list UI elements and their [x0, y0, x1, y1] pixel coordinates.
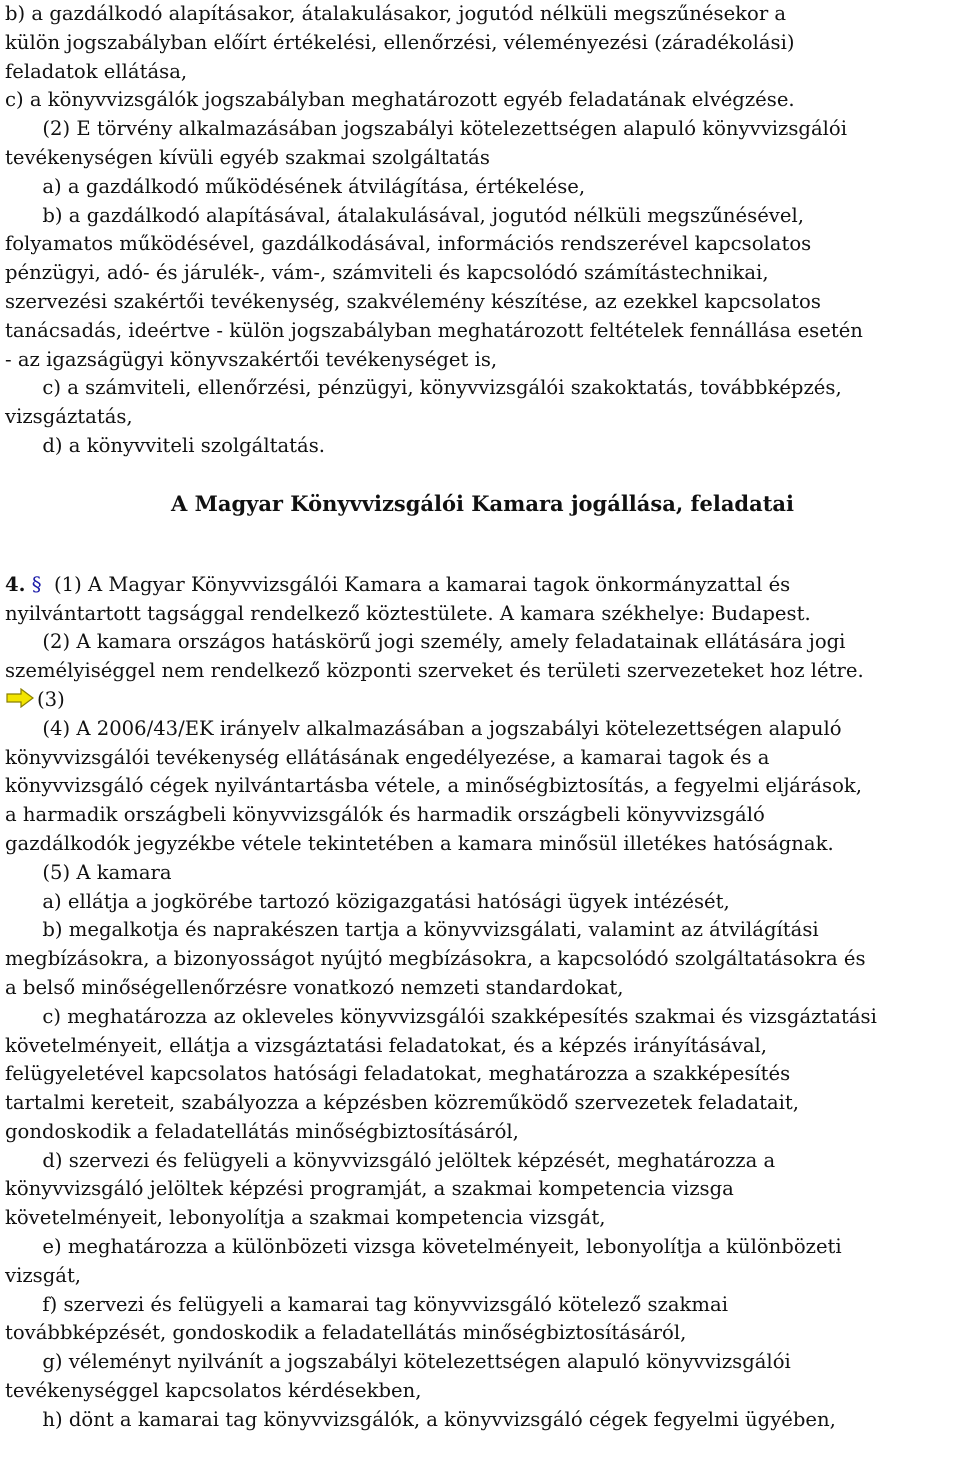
text-line: - az igazságügyi könyvszakértői tevékenységet is, [5, 347, 498, 371]
text-line: a) ellátja a jogkörébe tartozó közigazgatási hatósági ügyek intézését, [5, 889, 730, 913]
text-line: külön jogszabályban előírt értékelési, ellenőrzési, véleményezési (záradékolási) [5, 30, 795, 54]
text-line: vizsgát, [5, 1263, 82, 1287]
section-first-line-text: (1) A Magyar Könyvvizsgálói Kamara a kamarai tagok önkormányzattal és [41, 572, 791, 596]
text-line: b) megalkotja és naprakészen tartja a könyvvizsgálati, valamint az átvilágítási [5, 918, 819, 942]
text-line: könyvvizsgáló jelöltek képzési programját, a szakmai kompetencia vizsga [5, 1177, 734, 1201]
text-line: szervezési szakértői tevékenység, szakvélemény készítése, az ezekkel kapcsolatos [5, 289, 821, 313]
text-line: d) szervezi és felügyeli a könyvvizsgáló jelöltek képzését, meghatározza a [5, 1148, 776, 1172]
amended-paragraph-line [5, 686, 960, 715]
paragraph-block-mid [5, 600, 960, 686]
text-line: (4) A 2006/43/EK irányelv alkalmazásában a jogszabályi kötelezettségen alapuló [5, 716, 842, 740]
text-line: a) a gazdálkodó működésének átvilágítása, értékelése, [5, 174, 586, 198]
right-arrow-icon[interactable] [5, 688, 35, 708]
text-line: a harmadik országbeli könyvvizsgálók és harmadik országbeli könyvvizsgáló [5, 803, 765, 827]
text-line: követelményeit, lebonyolítja a szakmai kompetencia vizsgát, [5, 1206, 606, 1230]
text-line: (5) A kamara [5, 860, 172, 884]
text-line: a belső minőségellenőrzésre vonatkozó nemzeti standardokat, [5, 975, 624, 999]
text-line: c) a könyvvizsgálók jogszabályban meghatározott egyéb feladatának elvégzése. [5, 88, 795, 112]
text-line: f) szervezi és felügyeli a kamarai tag könyvvizsgáló kötelező szakmai [5, 1292, 728, 1316]
text-line: d) a könyvviteli szolgáltatás. [5, 433, 326, 457]
amended-paragraph-number: (3) [37, 687, 65, 711]
text-line: felügyeletével kapcsolatos hatósági feladatokat, meghatározza a szakképesítés [5, 1062, 791, 1086]
text-line: h) dönt a kamarai tag könyvvizsgálók, a könyvvizsgáló cégek fegyelmi ügyében, [5, 1407, 836, 1431]
paragraph-block-bottom [5, 715, 960, 1435]
spacer [5, 519, 960, 571]
text-line: c) a számviteli, ellenőrzési, pénzügyi, könyvvizsgálói szakoktatás, továbbképzés, [5, 376, 842, 400]
text-line: könyvvizsgálói tevékenység ellátásának engedélyezése, a kamarai tagok és a [5, 745, 770, 769]
text-line: tevékenységen kívüli egyéb szakmai szolgáltatás [5, 145, 490, 169]
text-line: tartalmi kereteit, szabályozza a képzésben közreműködő szervezetek feladatait, [5, 1091, 799, 1115]
text-line: nyilvántartott tagsággal rendelkező köztestülete. A kamara székhelye: Budapest. [5, 601, 811, 625]
text-line: pénzügyi, adó- és járulék-, vám-, számviteli és kapcsolódó számítástechnikai, [5, 261, 769, 285]
paragraph-symbol-link[interactable]: § [31, 572, 42, 596]
text-line: folyamatos működésével, gazdálkodásával, információs rendszerével kapcsolatos [5, 232, 812, 256]
text-line: b) a gazdálkodó alapításakor, átalakulásakor, jogutód nélküli megszűnésekor a [5, 2, 787, 25]
text-line: feladatok ellátása, [5, 59, 188, 83]
text-line: c) meghatározza az okleveles könyvvizsgálói szakképesítés szakmai és vizsgáztatási [5, 1004, 877, 1028]
text-line: (2) A kamara országos hatáskörű jogi személy, amely feladatainak ellátására jogi [5, 630, 846, 654]
text-line: tanácsadás, ideértve - külön jogszabályban meghatározott feltételek fennállása esetén [5, 318, 863, 342]
text-line: (2) E törvény alkalmazásában jogszabályi kötelezettségen alapuló könyvvizsgálói [5, 117, 847, 141]
text-line: vizsgáztatás, [5, 405, 133, 429]
text-line: tevékenységgel kapcsolatos kérdésekben, [5, 1379, 422, 1403]
section-number: 4. [5, 572, 26, 596]
text-line: g) véleményt nyilvánít a jogszabályi kötelezettségen alapuló könyvvizsgálói [5, 1350, 791, 1374]
text-line: gondoskodik a feladatellátás minőségbiztosításáról, [5, 1119, 519, 1143]
text-line: e) meghatározza a különbözeti vizsga követelményeit, lebonyolítja a különbözeti [5, 1235, 842, 1259]
text-line: továbbképzését, gondoskodik a feladatellátás minőségbiztosításáról, [5, 1321, 687, 1345]
section-heading: A Magyar Könyvvizsgálói Kamara jogállása, feladatai [170, 490, 795, 516]
paragraph-block-top [5, 0, 960, 461]
document-body [5, 0, 960, 1435]
text-line: megbízásokra, a bizonyosságot nyújtó megbízásokra, a kapcsolódó szolgáltatásokra és [5, 947, 866, 971]
text-line: b) a gazdálkodó alapításával, átalakulásával, jogutód nélküli megszűnésével, [5, 203, 804, 227]
text-line: személyiséggel nem rendelkező központi szerveket és területi szervezeteket hoz létre. [5, 659, 864, 683]
text-line: könyvvizsgáló cégek nyilvántartásba vétele, a minőségbiztosítás, a fegyelmi eljárások, [5, 774, 862, 798]
text-line: követelményeit, ellátja a vizsgáztatási feladatokat, és a képzés irányításával, [5, 1033, 768, 1057]
section-first-line [5, 571, 960, 600]
text-line: gazdálkodók jegyzékbe vétele tekintetében a kamara minősül illetékes hatóságnak. [5, 831, 834, 855]
